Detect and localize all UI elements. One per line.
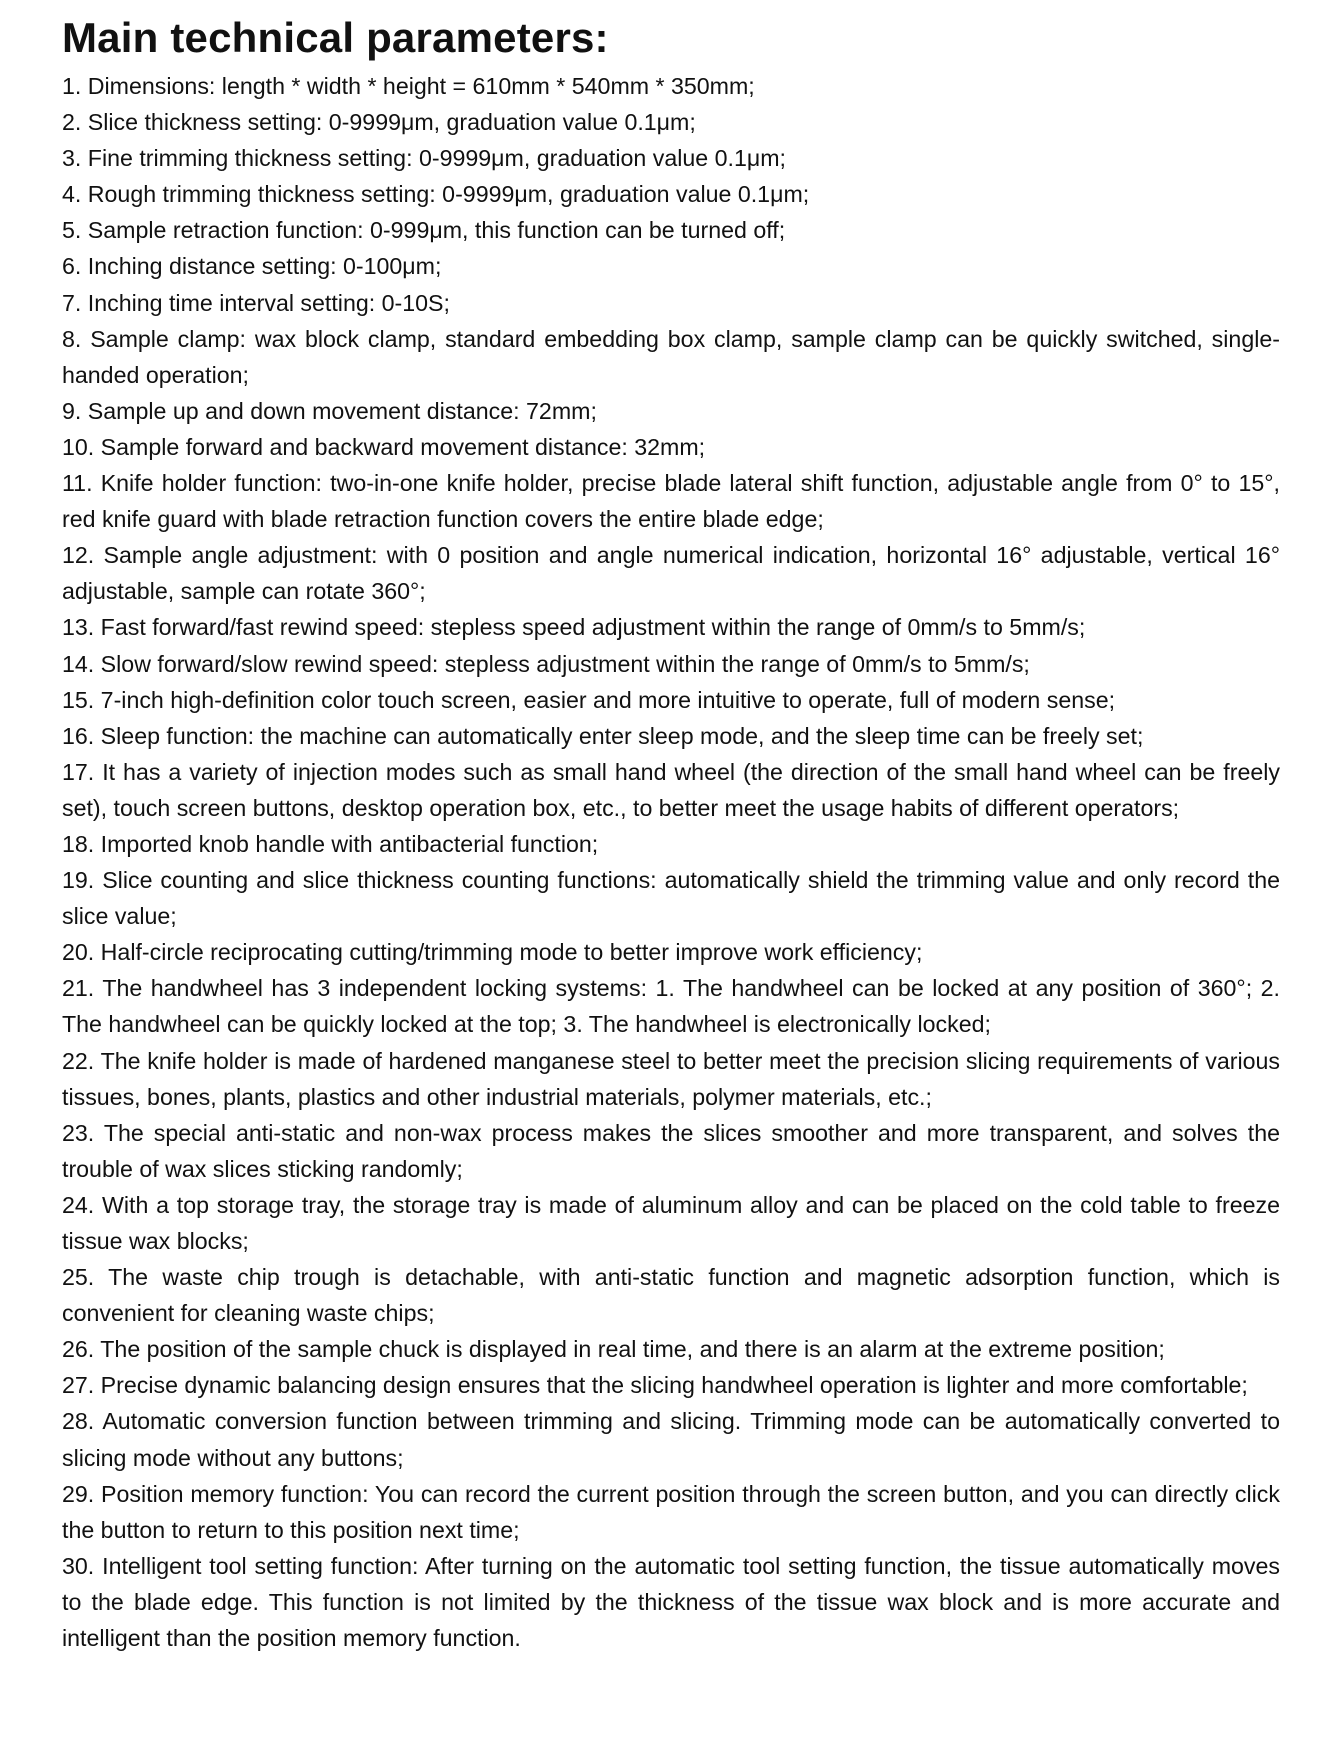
list-item: 12. Sample angle adjustment: with 0 position and angle numerical indication, horizontal 16° adjustable, vertical 16° adjustable, sample can rotate 360°; [62,542,1280,605]
list-item: 4. Rough trimming thickness setting: 0-9999μm, graduation value 0.1μm; [62,181,810,208]
list-item: 20. Half-circle reciprocating cutting/trimming mode to better improve work efficiency; [62,939,923,966]
list-item: 16. Sleep function: the machine can automatically enter sleep mode, and the sleep time can be freely set; [62,722,1144,749]
list-item: 21. The handwheel has 3 independent locking systems: 1. The handwheel can be locked at any position of 360°; 2. The handwheel can be quickly locked at the top; 3. The handwheel is electronically locked; [62,975,1280,1038]
list-item: 2. Slice thickness setting: 0-9999μm, graduation value 0.1μm; [62,109,696,136]
list-item: 13. Fast forward/fast rewind speed: stepless speed adjustment within the range of 0mm/s to 5mm/s; [62,614,1086,641]
list-item: 18. Imported knob handle with antibacterial function; [62,830,599,857]
list-item: 17. It has a variety of injection modes such as small hand wheel (the direction of the small hand wheel can be freely set), touch screen buttons, desktop operation box, etc., to better meet the usage habits of different operators; [62,758,1280,821]
list-item: 14. Slow forward/slow rewind speed: stepless adjustment within the range of 0mm/s to 5mm/s; [62,650,1030,677]
list-item: 22. The knife holder is made of hardened manganese steel to better meet the precision slicing requirements of various tissues, bones, plants, plastics and other industrial materials, polymer materials, etc.; [62,1047,1280,1110]
document [62,12,1280,1656]
list-item: 26. The position of the sample chuck is displayed in real time, and there is an alarm at the extreme position; [62,1336,1165,1363]
list-item: 8. Sample clamp: wax block clamp, standard embedding box clamp, sample clamp can be quickly switched, single-handed operation; [62,325,1280,388]
list-item: 10. Sample forward and backward movement distance: 32mm; [62,433,706,460]
list-item: 27. Precise dynamic balancing design ensures that the slicing handwheel operation is lighter and more comfortable; [62,1372,1248,1399]
list-item: 24. With a top storage tray, the storage tray is made of aluminum alloy and can be placed on the cold table to freeze tissue wax blocks; [62,1191,1280,1254]
list-item: 1. Dimensions: length * width * height = 610mm * 540mm * 350mm; [62,73,755,99]
list-item: 6. Inching distance setting: 0-100μm; [62,253,442,280]
page-title: Main technical parameters: [62,14,609,61]
list-item: 19. Slice counting and slice thickness counting functions: automatically shield the trimming value and only record the slice value; [62,867,1280,930]
list-item: 23. The special anti-static and non-wax process makes the slices smoother and more transparent, and solves the trouble of wax slices sticking randomly; [62,1119,1280,1182]
list-item: 5. Sample retraction function: 0-999μm, this function can be turned off; [62,217,786,244]
list-item: 28. Automatic conversion function between trimming and slicing. Trimming mode can be automatically converted to slicing mode without any buttons; [62,1408,1280,1471]
list-item: 7. Inching time interval setting: 0-10S; [62,289,450,316]
list-item: 30. Intelligent tool setting function: After turning on the automatic tool setting function, the tissue automatically moves to the blade edge. This function is not limited by the thickness of the tissue wax block and is more accurate and intelligent than the position memory function. [62,1552,1280,1652]
list-item: 3. Fine trimming thickness setting: 0-9999μm, graduation value 0.1μm; [62,145,786,172]
list-item: 25. The waste chip trough is detachable, with anti-static function and magnetic adsorption function, which is convenient for cleaning waste chips; [62,1264,1280,1327]
parameter-list [62,68,1280,1656]
list-item: 15. 7-inch high-definition color touch screen, easier and more intuitive to operate, full of modern sense; [62,686,1116,713]
list-item: 29. Position memory function: You can record the current position through the screen button, and you can directly click the button to return to this position next time; [62,1480,1280,1543]
list-item: 11. Knife holder function: two-in-one knife holder, precise blade lateral shift function, adjustable angle from 0° to 15°, red knife guard with blade retraction function covers the entire blade edge; [62,470,1280,533]
list-item: 9. Sample up and down movement distance: 72mm; [62,397,597,424]
